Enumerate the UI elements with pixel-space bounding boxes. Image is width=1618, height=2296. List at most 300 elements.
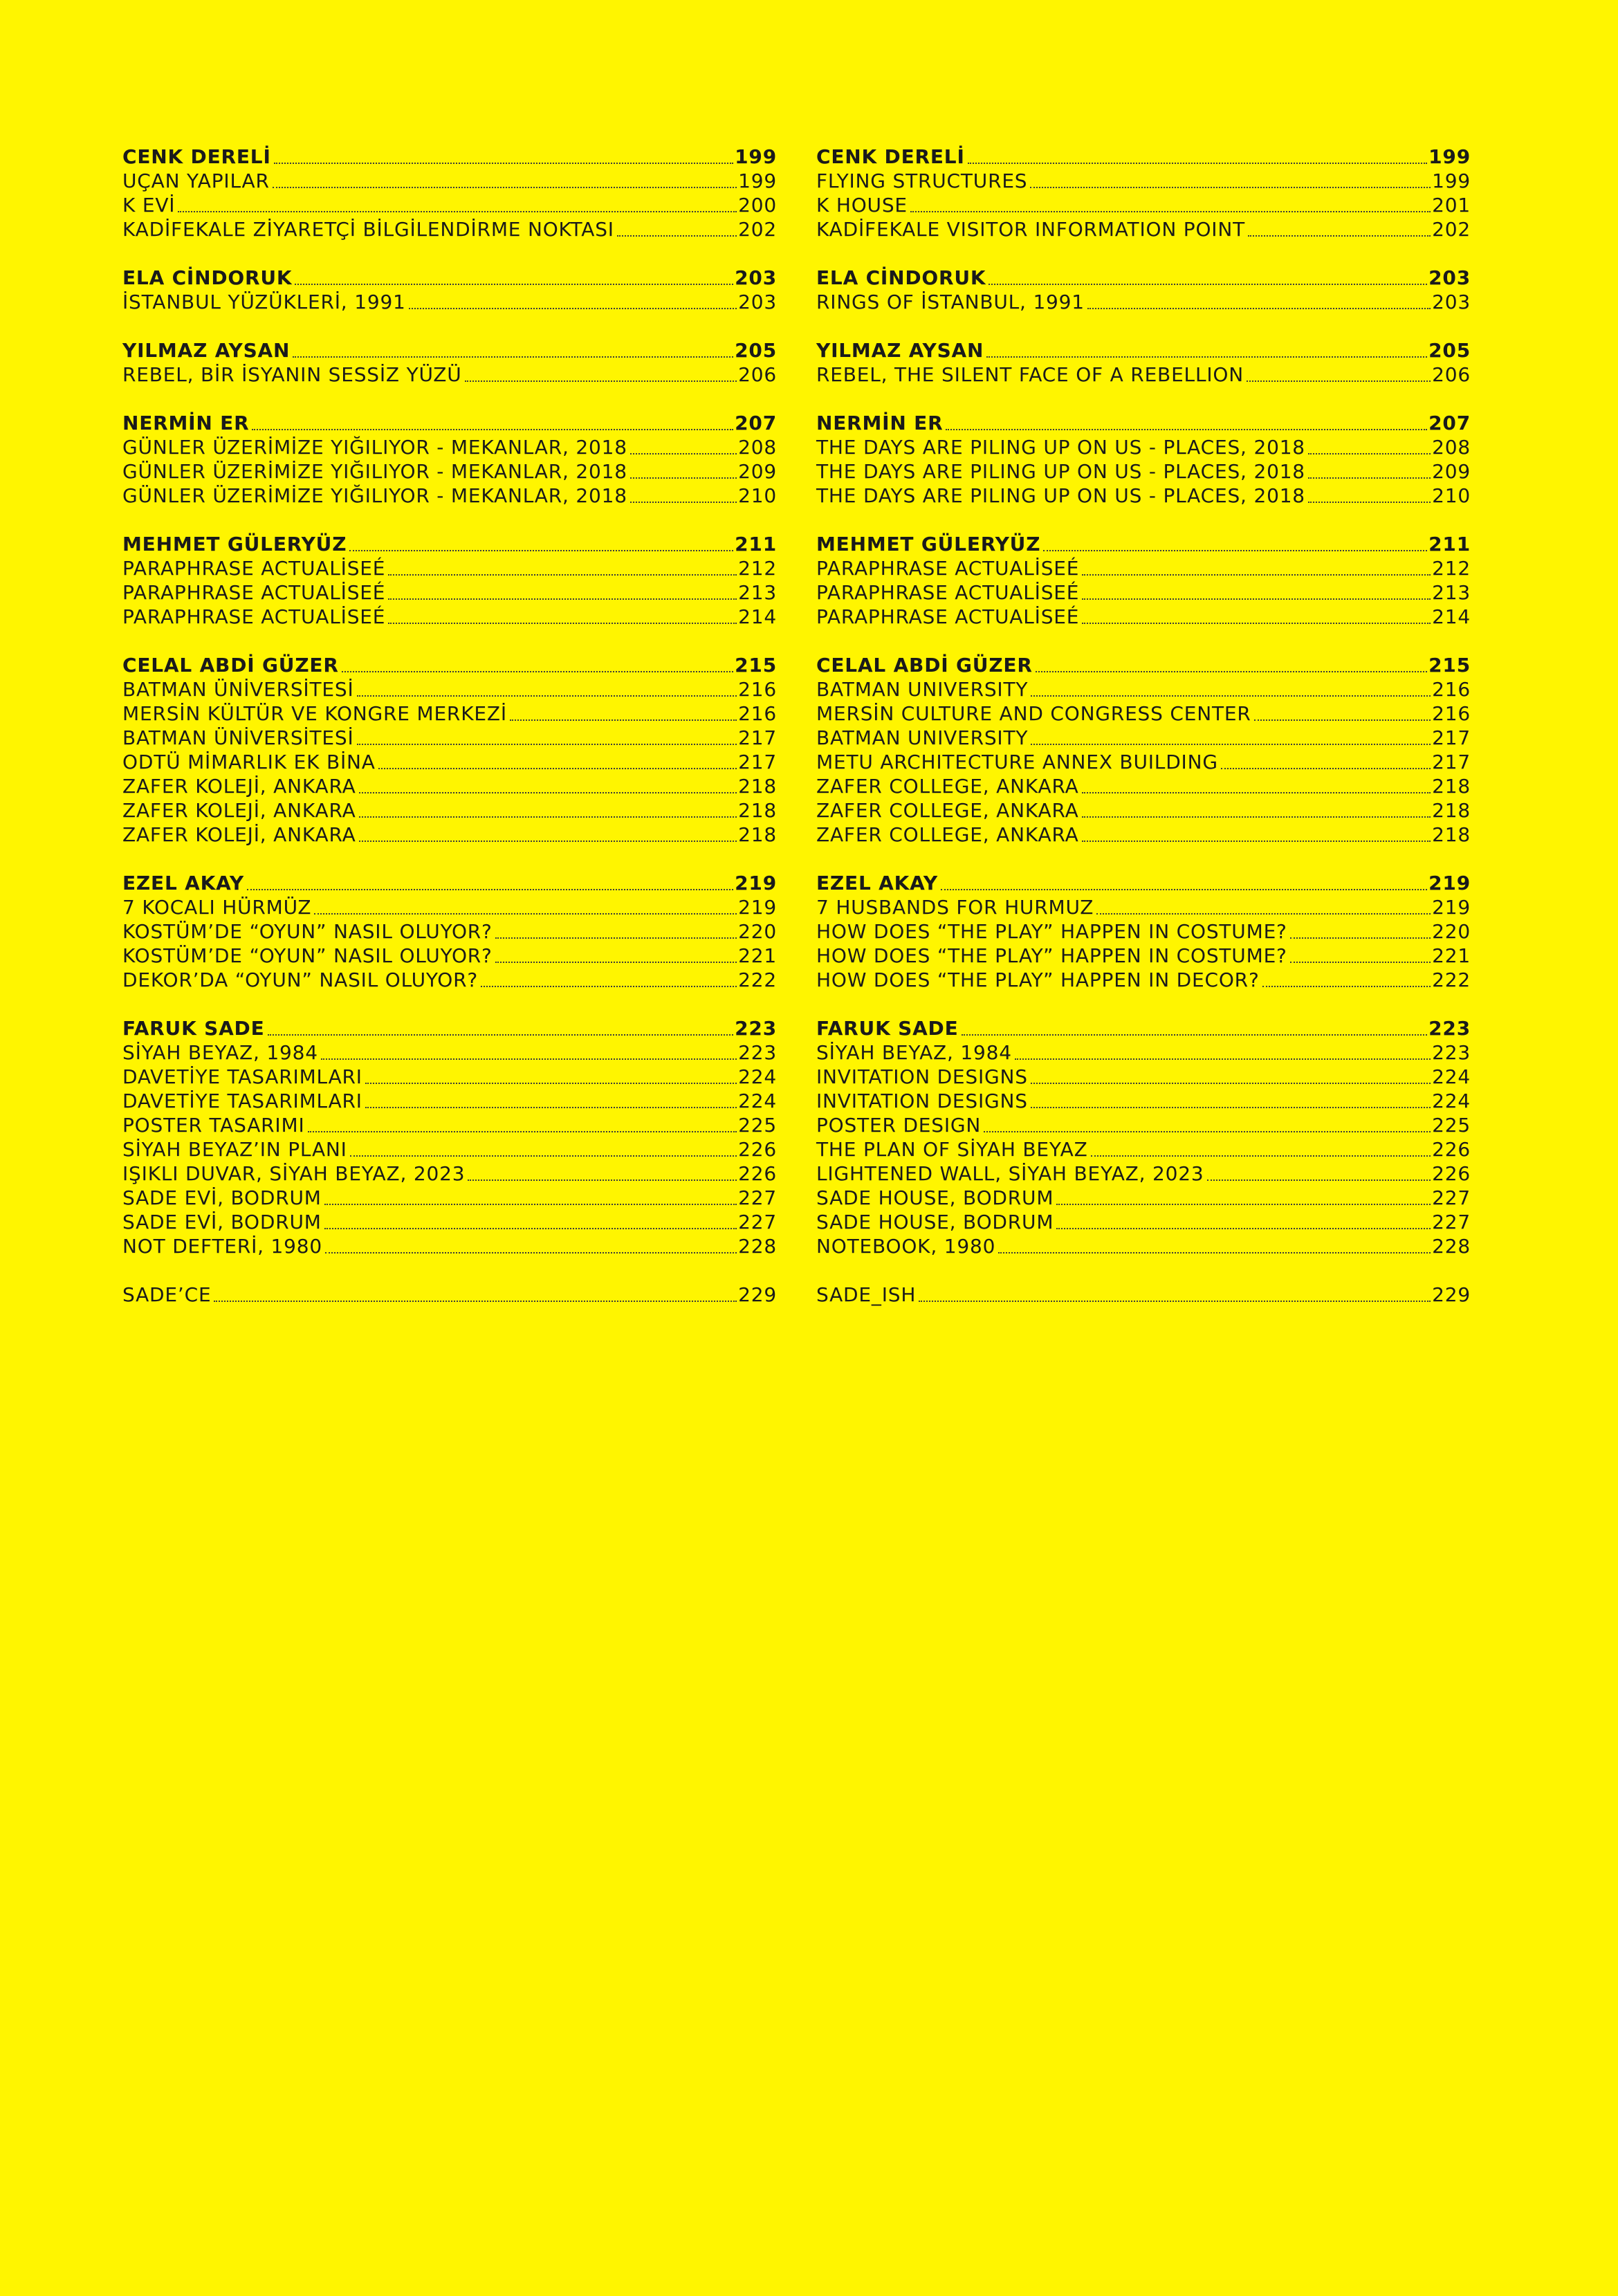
toc-section-heading: [816, 145, 1471, 169]
dot-leader: [268, 1034, 734, 1036]
dot-leader: [1056, 1228, 1431, 1229]
toc-section: [816, 1283, 1471, 1307]
dot-leader: [1096, 913, 1431, 915]
dot-leader: [359, 816, 737, 818]
dot-leader: [274, 163, 733, 164]
toc-entry: [122, 895, 777, 919]
page-number: 223: [735, 1017, 777, 1040]
dot-leader: [359, 792, 737, 793]
toc-entry: [816, 677, 1471, 701]
toc-entry: [122, 1283, 777, 1307]
artist-name: ELA CİNDORUK: [122, 266, 293, 289]
entry-title: KOSTÜM’DE “OYUN” NASIL OLUYOR?: [122, 944, 493, 967]
toc-entry: [122, 605, 777, 629]
page-number: 215: [1428, 654, 1471, 677]
toc-section: [122, 266, 777, 314]
toc-entry: [122, 1065, 777, 1089]
entry-title: DEKOR’DA “OYUN” NASIL OLUYOR?: [122, 968, 479, 991]
page-number: 226: [738, 1138, 777, 1161]
artist-name: NERMİN ER: [122, 412, 250, 434]
page-number: 210: [1432, 484, 1471, 507]
entry-title: BATMAN ÜNİVERSİTESİ: [122, 678, 354, 701]
entry-title: İSTANBUL YÜZÜKLERİ, 1991: [122, 291, 406, 313]
dot-leader: [1247, 380, 1431, 382]
dot-leader: [617, 235, 737, 237]
artist-name: EZEL AKAY: [816, 872, 938, 894]
page-number: 224: [738, 1065, 777, 1088]
toc-entry: [816, 459, 1471, 484]
entry-title: IŞIKLI DUVAR, SİYAH BEYAZ, 2023: [122, 1162, 466, 1185]
dot-leader: [1082, 792, 1431, 793]
dot-leader: [1030, 187, 1431, 188]
dot-leader: [349, 550, 733, 551]
dot-leader: [630, 453, 737, 454]
toc-section: [122, 338, 777, 387]
page-number: 199: [738, 169, 777, 192]
toc-column-turkish: [122, 145, 777, 1331]
page-number: 201: [1432, 194, 1471, 217]
page-number: 218: [1432, 799, 1471, 822]
entry-title: UÇAN YAPILAR: [122, 169, 270, 192]
entry-title: PARAPHRASE ACTUALİSEÉ: [122, 605, 386, 628]
entry-title: MERSİN CULTURE AND CONGRESS CENTER: [816, 702, 1251, 725]
toc-section-heading: [816, 653, 1471, 677]
page-number: 205: [1428, 339, 1471, 362]
page-number: 216: [738, 678, 777, 701]
page-number: 206: [1432, 363, 1471, 386]
toc-section-heading: [816, 871, 1471, 895]
dot-leader: [946, 429, 1427, 430]
page-number: 217: [738, 726, 777, 749]
page-number: 208: [1432, 436, 1471, 459]
artist-name: CELAL ABDİ GÜZER: [816, 654, 1033, 677]
dot-leader: [357, 695, 737, 697]
dot-leader: [495, 937, 737, 939]
dot-leader: [314, 913, 737, 915]
toc-entry: [816, 944, 1471, 968]
page-number: 227: [738, 1186, 777, 1209]
toc-section: [816, 653, 1471, 847]
entry-title: PARAPHRASE ACTUALİSEÉ: [816, 557, 1080, 580]
entry-title: SADE EVİ, BODRUM: [122, 1186, 322, 1209]
toc-section: [122, 411, 777, 508]
entry-title: GÜNLER ÜZERİMİZE YIĞILIYOR - MEKANLAR, 2018: [122, 436, 627, 459]
entry-title: DAVETİYE TASARIMLARI: [122, 1065, 362, 1088]
toc-section-heading: [122, 411, 777, 435]
dot-leader: [1221, 768, 1431, 769]
toc-entry: [122, 193, 777, 217]
toc-section-heading: [122, 532, 777, 556]
dot-leader: [1031, 695, 1431, 697]
toc-section: [816, 871, 1471, 992]
toc-entry: [122, 217, 777, 241]
dot-leader: [910, 211, 1431, 212]
dot-leader: [342, 671, 733, 672]
page-number: 206: [738, 363, 777, 386]
entry-title: POSTER TASARIMI: [122, 1114, 305, 1137]
page-number: 222: [1432, 968, 1471, 991]
page-number: 223: [738, 1041, 777, 1064]
dot-leader: [986, 356, 1427, 358]
toc-entry: [122, 701, 777, 726]
toc-section-heading: [816, 338, 1471, 362]
toc-entry: [122, 362, 777, 387]
page-number: 219: [1432, 896, 1471, 919]
toc-entry: [122, 556, 777, 580]
entry-title: BATMAN ÜNİVERSİTESİ: [122, 726, 354, 749]
entry-title: KADİFEKALE ZİYARETÇİ BİLGİLENDİRME NOKTASI: [122, 218, 614, 241]
toc-entry: [816, 169, 1471, 193]
toc-section-heading: [122, 871, 777, 895]
page-number: 222: [738, 968, 777, 991]
page-number: 216: [1432, 702, 1471, 725]
dot-leader: [1043, 550, 1427, 551]
entry-title: ZAFER KOLEJİ, ANKARA: [122, 823, 356, 846]
page-number: 199: [735, 145, 777, 168]
toc-entry: [816, 1210, 1471, 1234]
page-number: 224: [1432, 1065, 1471, 1088]
toc-entry: [122, 290, 777, 314]
dot-leader: [1308, 502, 1431, 503]
dot-leader: [1036, 671, 1427, 672]
toc-entry: [122, 726, 777, 750]
dot-leader: [1248, 235, 1431, 237]
entry-title: SİYAH BEYAZ’IN PLANI: [122, 1138, 347, 1161]
toc-entry: [816, 1040, 1471, 1065]
page-number: 218: [738, 775, 777, 798]
toc-section-heading: [122, 653, 777, 677]
toc-section: [816, 338, 1471, 387]
toc-entry: [816, 774, 1471, 798]
dot-leader: [941, 889, 1427, 890]
entry-title: PARAPHRASE ACTUALİSEÉ: [122, 581, 386, 604]
entry-title: SADE HOUSE, BODRUM: [816, 1186, 1054, 1209]
dot-leader: [465, 380, 737, 382]
dot-leader: [324, 1204, 737, 1205]
entry-title: ODTÜ MİMARLIK EK BİNA: [122, 751, 376, 773]
artist-name: FARUK SADE: [816, 1017, 959, 1040]
page-number: 227: [1432, 1211, 1471, 1233]
page-number: 218: [738, 799, 777, 822]
page-number: 214: [1432, 605, 1471, 628]
toc-entry: [122, 435, 777, 459]
page-number: 223: [1432, 1041, 1471, 1064]
dot-leader: [247, 889, 733, 890]
page-number: 219: [735, 872, 777, 894]
entry-title: 7 KOCALI HÜRMÜZ: [122, 896, 312, 919]
dot-leader: [273, 187, 737, 188]
dot-leader: [989, 284, 1427, 285]
dot-leader: [388, 574, 737, 576]
entry-title: KOSTÜM’DE “OYUN” NASIL OLUYOR?: [122, 920, 493, 943]
dot-leader: [1254, 719, 1431, 721]
entry-title: PARAPHRASE ACTUALİSEÉ: [816, 605, 1080, 628]
entry-title: INVITATION DESIGNS: [816, 1090, 1028, 1112]
page-number: 215: [735, 654, 777, 677]
toc-entry: [816, 968, 1471, 992]
entry-title: SİYAH BEYAZ, 1984: [122, 1041, 318, 1064]
page-number: 211: [1428, 533, 1471, 555]
page-number: 219: [1428, 872, 1471, 894]
entry-title: REBEL, THE SILENT FACE OF A REBELLION: [816, 363, 1244, 386]
dot-leader: [630, 477, 737, 479]
page-number: 218: [1432, 775, 1471, 798]
dot-leader: [1082, 816, 1431, 818]
dot-leader: [998, 1252, 1431, 1253]
entry-title: THE DAYS ARE PILING UP ON US - PLACES, 2018: [816, 460, 1305, 483]
dot-leader: [409, 308, 737, 309]
entry-title: RINGS OF İSTANBUL, 1991: [816, 291, 1085, 313]
page-number: 227: [738, 1211, 777, 1233]
page-number: 203: [1428, 266, 1471, 289]
dot-leader: [495, 962, 737, 963]
artist-name: YILMAZ AYSAN: [122, 339, 291, 362]
page-number: 203: [738, 291, 777, 313]
page-number: 210: [738, 484, 777, 507]
dot-leader: [1031, 1083, 1431, 1084]
dot-leader: [214, 1301, 737, 1302]
toc-entry: [122, 1040, 777, 1065]
dot-leader: [962, 1034, 1428, 1036]
toc-entry: [816, 484, 1471, 508]
toc-section-heading: [816, 532, 1471, 556]
entry-title: HOW DOES “THE PLAY” HAPPEN IN COSTUME?: [816, 920, 1287, 943]
artist-name: MEHMET GÜLERYÜZ: [816, 533, 1041, 555]
page-number: 212: [738, 557, 777, 580]
toc-section: [816, 266, 1471, 314]
dot-leader: [1308, 477, 1431, 479]
page-number: 217: [1432, 726, 1471, 749]
dot-leader: [468, 1179, 737, 1181]
toc-section-heading: [122, 1016, 777, 1040]
toc-section: [816, 411, 1471, 508]
toc-entry: [122, 1186, 777, 1210]
entry-title: SADE HOUSE, BODRUM: [816, 1211, 1054, 1233]
toc-entry: [816, 1234, 1471, 1258]
page-number: 229: [1432, 1283, 1471, 1306]
toc-entry: [816, 823, 1471, 847]
page-number: 220: [1432, 920, 1471, 943]
entry-title: THE DAYS ARE PILING UP ON US - PLACES, 2018: [816, 436, 1305, 459]
page-number: 221: [738, 944, 777, 967]
toc-entry: [816, 435, 1471, 459]
toc-entry: [122, 823, 777, 847]
page-number: 225: [1432, 1114, 1471, 1137]
dot-leader: [630, 502, 737, 503]
entry-title: FLYING STRUCTURES: [816, 169, 1028, 192]
dot-leader: [1031, 744, 1431, 745]
page-number: 203: [1432, 291, 1471, 313]
toc-entry: [816, 362, 1471, 387]
toc-entry: [122, 169, 777, 193]
toc-entry: [122, 459, 777, 484]
toc-entry: [122, 580, 777, 605]
page-number: 218: [738, 823, 777, 846]
toc-entry: [122, 968, 777, 992]
toc-entry: [816, 1137, 1471, 1161]
dot-leader: [1015, 1058, 1431, 1060]
dot-leader: [1082, 623, 1431, 624]
page-number: 216: [1432, 678, 1471, 701]
toc-entry: [122, 1113, 777, 1137]
page-number: 200: [738, 194, 777, 217]
dot-leader: [510, 719, 737, 721]
toc-entry: [816, 726, 1471, 750]
toc-entry: [816, 580, 1471, 605]
entry-title: PARAPHRASE ACTUALİSEÉ: [122, 557, 386, 580]
entry-title: INVITATION DESIGNS: [816, 1065, 1028, 1088]
toc-entry: [816, 1283, 1471, 1307]
toc-entry: [122, 1161, 777, 1186]
toc-entry: [816, 1161, 1471, 1186]
dot-leader: [365, 1083, 737, 1084]
page-number: 225: [738, 1114, 777, 1137]
artist-name: ELA CİNDORUK: [816, 266, 986, 289]
entry-title: THE DAYS ARE PILING UP ON US - PLACES, 2018: [816, 484, 1305, 507]
page-number: 212: [1432, 557, 1471, 580]
page-number: 205: [735, 339, 777, 362]
artist-name: MEHMET GÜLERYÜZ: [122, 533, 347, 555]
toc-entry: [816, 1113, 1471, 1137]
entry-title: HOW DOES “THE PLAY” HAPPEN IN DECOR?: [816, 968, 1260, 991]
toc-entry: [122, 1210, 777, 1234]
toc-section: [816, 532, 1471, 629]
entry-title: ZAFER KOLEJİ, ANKARA: [122, 775, 356, 798]
entry-title: K HOUSE: [816, 194, 908, 217]
page-number: 226: [1432, 1162, 1471, 1185]
toc-entry: [816, 750, 1471, 774]
dot-leader: [1056, 1204, 1431, 1205]
toc-entry: [816, 1089, 1471, 1113]
entry-title: REBEL, BİR İSYANIN SESSİZ YÜZÜ: [122, 363, 462, 386]
toc-section: [816, 145, 1471, 241]
toc-entry: [816, 290, 1471, 314]
dot-leader: [378, 768, 737, 769]
toc-section-heading: [816, 266, 1471, 290]
page-number: 216: [738, 702, 777, 725]
entry-title: SADE_ISH: [816, 1283, 917, 1306]
entry-title: NOT DEFTERİ, 1980: [122, 1235, 323, 1258]
dot-leader: [1091, 1155, 1431, 1157]
artist-name: EZEL AKAY: [122, 872, 244, 894]
entry-title: METU ARCHITECTURE ANNEX BUILDING: [816, 751, 1218, 773]
dot-leader: [293, 356, 733, 358]
page-number: 224: [1432, 1090, 1471, 1112]
artist-name: YILMAZ AYSAN: [816, 339, 984, 362]
dot-leader: [481, 986, 737, 987]
toc-entry: [122, 484, 777, 508]
toc-section-heading: [122, 266, 777, 290]
dot-leader: [919, 1301, 1431, 1302]
page-number: 199: [1428, 145, 1471, 168]
toc-section: [122, 653, 777, 847]
toc-entry: [816, 556, 1471, 580]
dot-leader: [1207, 1179, 1431, 1181]
toc-section: [122, 532, 777, 629]
entry-title: GÜNLER ÜZERİMİZE YIĞILIYOR - MEKANLAR, 2018: [122, 484, 627, 507]
toc-entry: [816, 605, 1471, 629]
entry-title: NOTEBOOK, 1980: [816, 1235, 996, 1258]
toc-section-heading: [816, 411, 1471, 435]
entry-title: SADE EVİ, BODRUM: [122, 1211, 322, 1233]
page-number: 208: [738, 436, 777, 459]
toc-entry: [122, 677, 777, 701]
dot-leader: [295, 284, 733, 285]
dot-leader: [350, 1155, 737, 1157]
dot-leader: [1031, 1107, 1431, 1108]
dot-leader: [1087, 308, 1431, 309]
dot-leader: [365, 1107, 737, 1108]
toc-entry: [816, 895, 1471, 919]
entry-title: MERSİN KÜLTÜR VE KONGRE MERKEZİ: [122, 702, 507, 725]
page-number: 217: [738, 751, 777, 773]
dot-leader: [968, 163, 1427, 164]
page-number: 207: [735, 412, 777, 434]
toc-entry: [816, 701, 1471, 726]
page-number: 219: [738, 896, 777, 919]
artist-name: CELAL ABDİ GÜZER: [122, 654, 339, 677]
page-number: 229: [738, 1283, 777, 1306]
page-number: 203: [735, 266, 777, 289]
page-number: 218: [1432, 823, 1471, 846]
page-number: 220: [738, 920, 777, 943]
toc-entry: [122, 774, 777, 798]
toc-entry: [816, 1065, 1471, 1089]
page-number: 209: [1432, 460, 1471, 483]
entry-title: SADE’CE: [122, 1283, 212, 1306]
entry-title: POSTER DESIGN: [816, 1114, 982, 1137]
entry-title: ZAFER COLLEGE, ANKARA: [816, 775, 1079, 798]
page-number: 228: [1432, 1235, 1471, 1258]
entry-title: 7 HUSBANDS FOR HURMUZ: [816, 896, 1094, 919]
toc-section: [122, 1016, 777, 1258]
dot-leader: [1082, 574, 1431, 576]
entry-title: HOW DOES “THE PLAY” HAPPEN IN COSTUME?: [816, 944, 1287, 967]
entry-title: KADİFEKALE VISITOR INFORMATION POINT: [816, 218, 1246, 241]
toc-entry: [122, 1234, 777, 1258]
dot-leader: [984, 1131, 1431, 1132]
toc-entry: [816, 1186, 1471, 1210]
dot-leader: [324, 1228, 737, 1229]
page-number: 209: [738, 460, 777, 483]
toc-section-heading: [122, 145, 777, 169]
entry-title: BATMAN UNIVERSITY: [816, 726, 1029, 749]
artist-name: CENK DERELİ: [816, 145, 965, 168]
toc-section: [816, 1016, 1471, 1258]
entry-title: PARAPHRASE ACTUALİSEÉ: [816, 581, 1080, 604]
toc-section-heading: [122, 338, 777, 362]
dot-leader: [1262, 986, 1431, 987]
toc-entry: [122, 944, 777, 968]
page-number: 217: [1432, 751, 1471, 773]
page-number: 199: [1432, 169, 1471, 192]
dot-leader: [308, 1131, 737, 1132]
toc-entry: [816, 798, 1471, 823]
page-number: 211: [735, 533, 777, 555]
toc-section: [122, 871, 777, 992]
dot-leader: [321, 1058, 737, 1060]
dot-leader: [1290, 937, 1431, 939]
toc-entry: [122, 1137, 777, 1161]
artist-name: CENK DERELİ: [122, 145, 271, 168]
dot-leader: [178, 211, 737, 212]
entry-title: ZAFER COLLEGE, ANKARA: [816, 823, 1079, 846]
entry-title: ZAFER COLLEGE, ANKARA: [816, 799, 1079, 822]
toc-entry: [122, 1089, 777, 1113]
toc-column-english: [816, 145, 1471, 1331]
dot-leader: [388, 598, 737, 600]
entry-title: LIGHTENED WALL, SİYAH BEYAZ, 2023: [816, 1162, 1204, 1185]
